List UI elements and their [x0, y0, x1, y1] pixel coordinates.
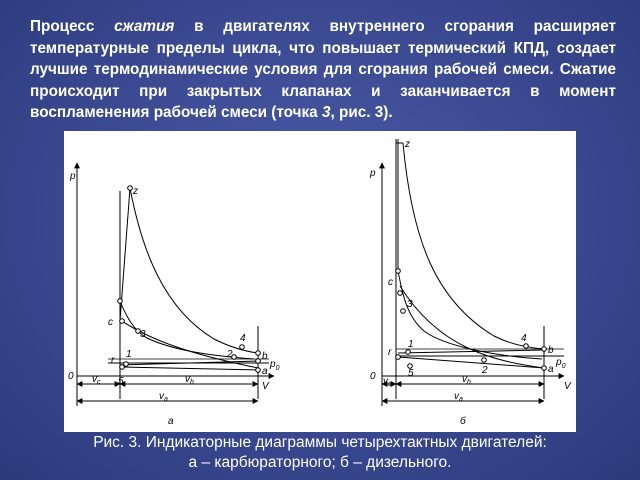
diagram-b-point-5: 5: [408, 368, 414, 379]
diagram-a-point-2: 2: [227, 349, 233, 360]
diagram-a-va-label: $v_a$: [159, 391, 168, 403]
paragraph-part3: , рис. 3).: [330, 104, 393, 121]
diagram-b-point-c: c: [388, 277, 393, 288]
diagram-a-p-label: p: [70, 171, 76, 182]
diagram-a-point-z: z: [133, 186, 138, 197]
diagram-a-point-5: 5: [118, 376, 124, 387]
diagram-b-point-3: 3: [407, 299, 413, 310]
diagram-a-vc-label: $v_c$: [92, 374, 101, 386]
paragraph-emphasis: сжатия: [114, 18, 175, 35]
diagram-b-vc-label: $v_c$: [383, 376, 392, 388]
diagram-b-p0-label: $p_0$: [556, 357, 566, 370]
diagram-a-point-a: a: [262, 366, 268, 377]
diagram-b: [382, 139, 564, 406]
diagram-b-point-z: z: [405, 139, 410, 150]
diagram-b-point-4: 4: [521, 333, 527, 344]
indicator-diagrams-figure: [64, 131, 576, 432]
diagram-b-letter: б: [460, 416, 466, 427]
diagram-a-point-c: c: [108, 317, 113, 328]
diagram-a-vh-label: $v_h$: [185, 374, 194, 386]
diagram-a-p0-label: $p_0$: [270, 359, 280, 372]
figure-caption: [0, 433, 640, 473]
diagram-a-point-4: 4: [240, 333, 246, 344]
diagram-b-p-label: p: [370, 168, 376, 179]
diagram-b-origin-label: 0: [370, 371, 376, 382]
diagram-a-labels: [68, 171, 280, 427]
diagram-a-point-1: 1: [126, 349, 132, 360]
diagram-a-v-label: V: [262, 381, 269, 392]
diagram-b-point-b: b: [548, 345, 554, 356]
paragraph-part1: Процесс: [30, 18, 115, 35]
diagram-a-letter: а: [168, 416, 174, 427]
diagram-b-v-label: V: [564, 381, 571, 392]
diagram-b-point-1: 1: [408, 339, 414, 350]
diagram-b-point-a: a: [548, 364, 554, 375]
diagram-b-point-2: 2: [482, 365, 488, 376]
diagram-a-point-b: b: [262, 351, 268, 362]
diagram-a-point-r: r: [111, 355, 115, 366]
diagram-b-vh-label: $v_h$: [462, 374, 471, 386]
diagram-b-va-label: $v_a$: [454, 391, 463, 403]
paragraph: [30, 16, 616, 124]
indicator-diagrams-svg: [64, 131, 576, 432]
caption-line-1: Рис. 3. Индикаторные диаграммы четырехтактных двигателей:: [93, 434, 547, 451]
caption-line-2: а – карбюраторного; б – дизельного.: [188, 454, 452, 471]
paragraph-point-ref: 3: [321, 104, 331, 121]
diagram-a-point-3: 3: [140, 329, 146, 340]
diagram-b-point-r: r: [388, 347, 392, 358]
paragraph-part2: в двигателях внутреннего сгорания расширяет температурные пределы цикла, что повышает термический КПД, создает лучшие термодинамические условия для сгорания рабочей смеси. Сжатие происходит при закрытых клапанах и заканчивается в момент воспламенения рабочей смеси (точка: [30, 18, 616, 121]
diagram-a-origin-label: 0: [68, 371, 74, 382]
diagram-a: [77, 163, 274, 406]
